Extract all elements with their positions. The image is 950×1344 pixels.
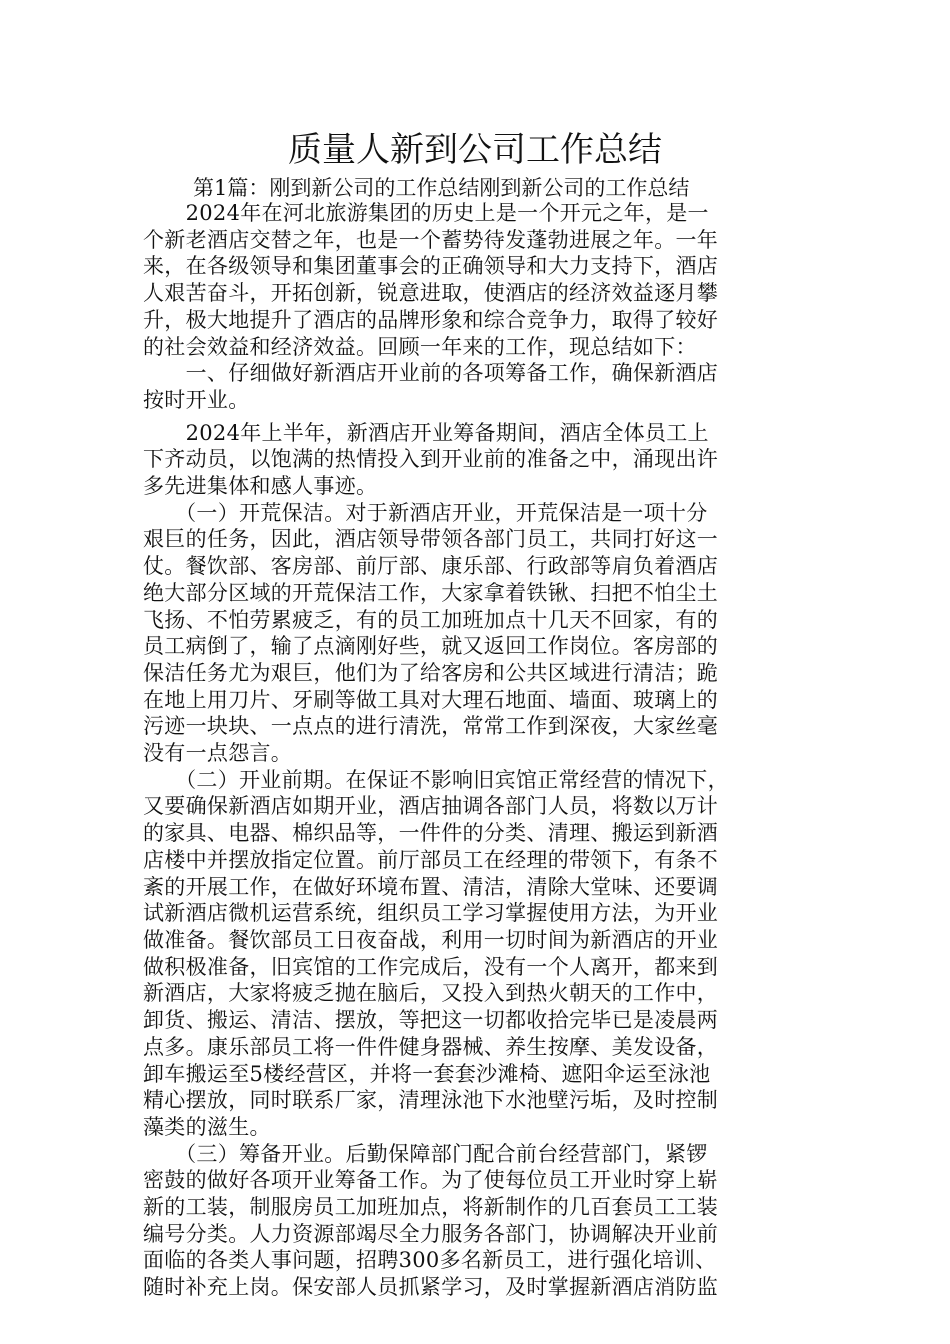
document-subtitle: 第1篇：刚到新公司的工作总结刚到新公司的工作总结 <box>193 176 690 200</box>
text-line: 一、仔细做好新酒店开业前的各项筹备工作，确保新酒店 <box>143 361 719 386</box>
text-line: 面临的各类人事问题，招聘300多名新员工，进行强化培训、 <box>143 1248 717 1273</box>
body-paragraph <box>143 500 823 767</box>
body-paragraph <box>143 200 823 360</box>
text-line: 随时补充上岗。保安部人员抓紧学习，及时掌握新酒店消防监 <box>143 1275 719 1300</box>
text-line: 试新酒店微机运营系统，组织员工学习掌握使用方法，为开业 <box>143 901 719 926</box>
text-line: 飞扬、不怕劳累疲乏，有的员工加班加点十几天不回家，有的 <box>143 607 719 632</box>
body-paragraph <box>143 1141 823 1301</box>
text-line: 新的工装，制服房员工加班加点，将新制作的几百套员工工装 <box>143 1195 719 1220</box>
text-line: 下齐动员，以饱满的热情投入到开业前的准备之中，涌现出许 <box>143 447 719 472</box>
text-line: 在地上用刀片、牙刷等做工具对大理石地面、墙面、玻璃上的 <box>143 687 719 712</box>
text-line: 做积极准备，旧宾馆的工作完成后，没有一个人离开，都来到 <box>143 954 719 979</box>
text-line: 的家具、电器、棉织品等，一件件的分类、清理、搬运到新酒 <box>143 821 719 846</box>
text-line: 藻类的滋生。 <box>143 1114 271 1139</box>
text-line: 个新老酒店交替之年，也是一个蓄势待发蓬勃进展之年。一年 <box>143 227 719 252</box>
text-line: 编号分类。人力资源部竭尽全力服务各部门，协调解决开业前 <box>143 1221 719 1246</box>
text-line: 按时开业。 <box>143 387 250 412</box>
text-line: 的社会效益和经济效益。回顾一年来的工作，现总结如下： <box>143 334 697 359</box>
text-line: 2024年上半年，新酒店开业筹备期间，酒店全体员工上 <box>143 420 709 445</box>
text-line: 污迹一块块、一点点的进行清洗，常常工作到深夜，大家丝毫 <box>143 714 719 739</box>
text-line: 点多。康乐部员工将一件件健身器械、养生按摩、美发设备， <box>143 1034 719 1059</box>
text-line: 做准备。餐饮部员工日夜奋战，利用一切时间为新酒店的开业 <box>143 927 719 952</box>
body-paragraph <box>143 767 823 1141</box>
text-line: 店楼中并摆放指定位置。前厅部员工在经理的带领下，有条不 <box>143 847 719 872</box>
text-line: 卸车搬运至5楼经营区，并将一套套沙滩椅、遮阳伞运至泳池 <box>143 1061 711 1086</box>
text-line: （一）开荒保洁。对于新酒店开业，开荒保洁是一项十分 <box>143 500 708 525</box>
text-line: （二）开业前期。在保证不影响旧宾馆正常经营的情况下， <box>143 767 729 792</box>
text-line: （三）筹备开业。后勤保障部门配合前台经营部门，紧锣 <box>143 1141 708 1166</box>
text-line: 绝大部分区域的开荒保洁工作，大家拿着铁锹、扫把不怕尘土 <box>143 580 719 605</box>
text-line: 没有一点怨言。 <box>143 741 293 766</box>
text-line: 来，在各级领导和集团董事会的正确领导和大力支持下，酒店 <box>143 254 719 279</box>
text-line: 精心摆放，同时联系厂家，清理泳池下水池壁污垢，及时控制 <box>143 1088 719 1113</box>
body-paragraph <box>143 360 823 413</box>
text-line: 人艰苦奋斗，开拓创新，锐意进取，使酒店的经济效益逐月攀 <box>143 281 719 306</box>
text-line: 仗。餐饮部、客房部、前厅部、康乐部、行政部等肩负着酒店 <box>143 554 719 579</box>
text-line: 紊的开展工作，在做好环境布置、清洁，清除大堂味、还要调 <box>143 874 719 899</box>
document-title: 质量人新到公司工作总结 <box>288 130 662 170</box>
text-line: 员工病倒了，输了点滴刚好些，就又返回工作岗位。客房部的 <box>143 634 719 659</box>
body-paragraph <box>143 420 823 500</box>
text-line: 艰巨的任务，因此，酒店领导带领各部门员工，共同打好这一 <box>143 527 719 552</box>
text-line: 卸货、搬运、清洁、摆放，等把这一切都收拾完毕已是凌晨两 <box>143 1008 719 1033</box>
text-line: 密鼓的做好各项开业筹备工作。为了使每位员工开业时穿上崭 <box>143 1168 719 1193</box>
text-line: 多先进集体和感人事迹。 <box>143 474 378 499</box>
document-body <box>143 200 823 1301</box>
text-line: 升，极大地提升了酒店的品牌形象和综合竞争力，取得了较好 <box>143 307 719 332</box>
text-line: 保洁任务尤为艰巨，他们为了给客房和公共区域进行清洁；跪 <box>143 660 719 685</box>
text-line: 新酒店，大家将疲乏抛在脑后，又投入到热火朝天的工作中， <box>143 981 719 1006</box>
text-line: 2024年在河北旅游集团的历史上是一个开元之年，是一 <box>143 201 709 225</box>
text-line: 又要确保新酒店如期开业，酒店抽调各部门人员，将数以万计 <box>143 794 719 819</box>
